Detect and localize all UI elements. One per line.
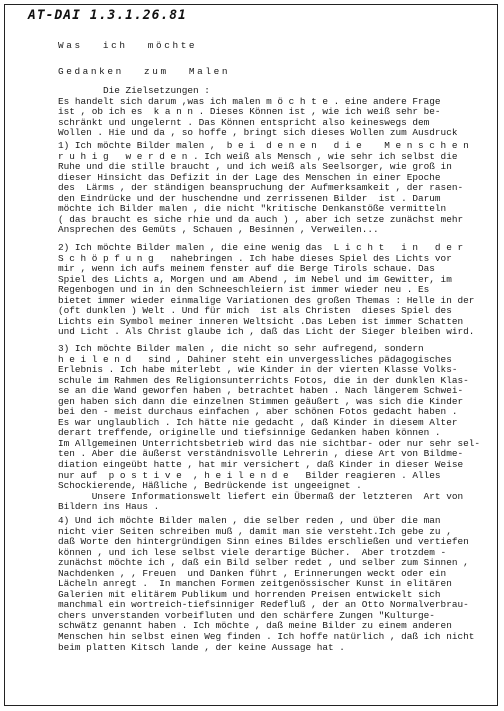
paragraph-2: 2) Ich möchte Bilder malen , die eine wenig das L i c h t i n d e r S c h ö p f u n g nahebringen . Ich habe dieses Spiel des Lichts vor mir , wenn ich aufs meinem fenster auf die Berge Tirols schaue. Das Spiel des Lichts a, Morgen und am Abend , im Nebel und im Gewitter, im Regenbogen und in in den Schneeschleiern ist immer wieder neu . Es bietet immer wieder einmalige Variationen des großen Themas : Helle in der (oft dunklen ) Welt . Und für mich ist als Christen dieses Spiel des Lichts ein Symbol meiner inneren Weltsicht .Das Leben ist immer Schatten und Licht . Als Christ glaube ich , daß das Licht der Sieger bleiben wird. bbox=[58, 242, 475, 338]
document-title: Was ich möchte bbox=[58, 40, 198, 51]
paragraph-intro: Die Zielsetzungen : Es handelt sich darum ,was ich malen m ö c h t e . eine andere Frage ist , ob ich es k a n n . Dieses Können ist , wie ich weiß sehr be- schränkt und ungelernt . Das Können entspricht also keineswegs dem Wollen . Hie und da , so hoffe , bringt sich dieses Wollen zum Ausdruck bbox=[58, 85, 458, 139]
paragraph-3: 3) Ich möchte Bilder malen , die nicht so sehr aufregend, sondern h e i l e n d sind , Dahiner steht ein unvergessliches pädagogisches Erlebnis . Ich habe miterlebt , wie Kinder in der vierten Klasse Volks- schule im Rahmen des Religionsunterrichts Fotos, die in der dunklen Klas- se an die Wand geworfen haben , betrachtet haben . Nach längerem Schwei- gen haben sich dann die einzelnen Stimmen geäußert , was sich die Kinder bei den - meist durchaus einfachen , aber schönen Fotos gedacht haben . Es war unglaublich . Ich hätte nie gedacht , daß Kinder in diesem Alter derart treffende, originelle und tiefsinnige Gedanken haben können . Im Allgemeinen Unterrichtsbetrieb wird das nie sichtbar- oder nur sehr sel- ten . Aber die äußerst verständnisvolle Lehrerin , diese Art von Bildme- diation eingeübt hatte , hat mir versichert , daß Kinder in dieser Weise nur auf p o s t i v e , h e i l e n d e Bilder reagieren . Alles Schockierende, Häßliche , Bedrückende ist ungeeignet . Unsere Informationswelt liefert ein Übermaß der letzteren Art von Bildern ins Haus . bbox=[58, 343, 480, 513]
archive-id-stamp: AT-DAI 1.3.1.26.81 bbox=[28, 8, 187, 23]
paragraph-1: 1) Ich möchte Bilder malen , b e i d e n e n d i e M e n s c h e n r u h i g w e r d e n . Ich weiß als Mensch , wie sehr ich selbst die Ruhe und die stille braucht , und ich weiß als Seelsorger, wie groß in dieser Hinsicht das Defizit in der Lage des Menschen in einer Epoche des Lärms , der ständigen beanspruchung der Aufmerksamkeit , der rasen- den Eindrücke und der huschendne und zerrissenen Bilder ist . Darum möchte ich Bilder malen , die nicht "kritische Denkanstöße vermitteln ( das braucht es siche rhie und da auch ) , aber ich setze zunächst mehr Ansprechen des Gemüts , Schauen , Besinnen , Verweilen... bbox=[58, 140, 469, 236]
document-subtitle: Gedanken zum Malen bbox=[58, 66, 231, 77]
paragraph-4: 4) Und ich möchte Bilder malen , die selber reden , und über die man nicht vier Seiten schreiben muß , damit man sie versteht.Ich gebe zu , daß Worte den hintergründigen Sinn eines Bildes erschließen und vertiefen können , und ich lese selbst viele derartige Bücher. Aber trotzdem - zunächst möchte ich , daß ein Bild selber redet , und selber zum Sinnen , Nachdenken , , Freuen und Danken führt , Erinnerungen weckt oder ein Lächeln anregt . In manchen Formen zeitgenössischer Kunst in elitären Galerien mit elitärem Publikum und horrenden Preisen entwickelt sich manchmal ein wortreich-tiefsinniger Redefluß , der an Otto Normalverbrau- chers unverstanden vorbeifluten und den schärfere Zungen "Kulturge- schwätz genannt haben . Ich möchte , daß meine Bilder zu einem anderen Menschen hin selbst einen Weg finden . Ich hoffe natürlich , daß ich nicht beim platten Kitsch lande , der keine Aussage hat . bbox=[58, 515, 475, 653]
